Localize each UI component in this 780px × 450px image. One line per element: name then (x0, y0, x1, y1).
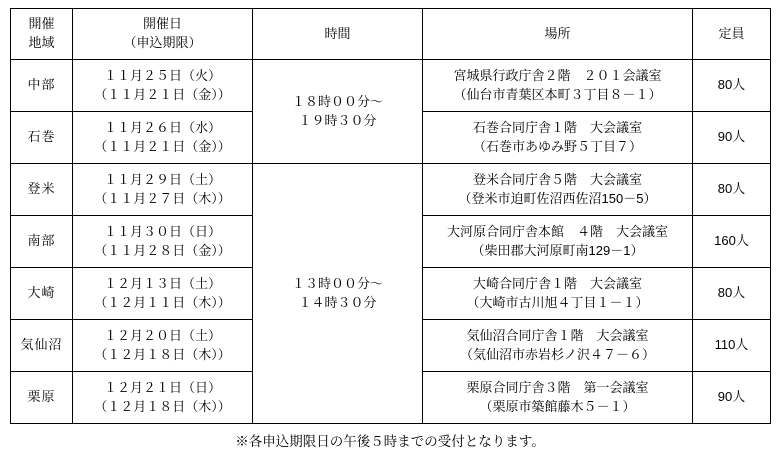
header-date-line1: 開催日 (142, 16, 182, 32)
cell-date-line1: １２月２０日（土） (103, 327, 221, 343)
cell-place-line1: 栗原合同庁舎３階 第一会議室 (466, 379, 649, 395)
cell-area: 大崎 (11, 268, 73, 320)
cell-place-line2: （大崎市古川旭４丁目１－１） (466, 294, 649, 310)
cell-area: 石巻 (11, 112, 73, 164)
cell-date-line1: １１月２９日（土） (103, 171, 221, 187)
cell-place (423, 60, 693, 112)
cell-date (73, 164, 253, 216)
header-capacity: 定員 (693, 9, 771, 60)
cell-place-line1: 宮城県行政庁舎２階 ２０１会議室 (453, 67, 662, 83)
cell-time-line1: １３時００分～ (291, 275, 383, 291)
cell-date-line2: （１１月２７日（木）） (94, 190, 231, 206)
cell-date-line1: １１月２５日（火） (103, 67, 221, 83)
cell-capacity: 90人 (693, 372, 771, 424)
header-area (11, 9, 73, 60)
cell-capacity: 80人 (693, 164, 771, 216)
table-header-row (11, 9, 771, 60)
cell-time-line2: １９時３０分 (298, 112, 377, 128)
table-row (11, 60, 771, 112)
cell-date (73, 268, 253, 320)
cell-place-line2: （柴田郡大河原町南129－1） (471, 242, 644, 258)
cell-time (253, 164, 423, 424)
cell-place-line2: （気仙沼市赤岩杉ノ沢４７－６） (459, 346, 655, 362)
table-row (11, 164, 771, 216)
cell-area: 登米 (11, 164, 73, 216)
cell-date-line1: １２月１３日（土） (103, 275, 221, 291)
cell-place-line1: 石巻合同庁舎１階 大会議室 (472, 119, 642, 135)
cell-date-line2: （１２月１１日（木）） (94, 294, 231, 310)
cell-place (423, 164, 693, 216)
footnote: ※各申込期限日の午後５時までの受付となります。 (235, 434, 545, 449)
cell-date (73, 320, 253, 372)
cell-time (253, 60, 423, 164)
header-area-line2: 地域 (28, 35, 55, 50)
cell-date-line2: （１１月２８日（金）） (94, 242, 231, 258)
cell-capacity: 110人 (693, 320, 771, 372)
cell-time-line2: １４時３０分 (298, 294, 377, 310)
cell-place (423, 216, 693, 268)
cell-capacity: 80人 (693, 60, 771, 112)
cell-place-line2: （登米市迫町佐沼西佐沼150－5） (458, 190, 657, 206)
cell-place-line1: 気仙沼合同庁舎１階 大会議室 (466, 327, 649, 343)
cell-date-line2: （１２月１８日（木）） (94, 398, 231, 414)
cell-place-line2: （栗原市築館藤木５－１） (479, 398, 636, 414)
cell-area: 栗原 (11, 372, 73, 424)
header-place: 場所 (423, 9, 693, 60)
cell-area: 中部 (11, 60, 73, 112)
cell-date-line2: （１２月１８日（木）） (94, 346, 231, 362)
cell-area: 気仙沼 (11, 320, 73, 372)
cell-place-line1: 大崎合同庁舎１階 大会議室 (472, 275, 642, 291)
cell-place-line2: （仙台市青葉区本町３丁目８－１） (453, 86, 662, 102)
cell-date-line2: （１１月２１日（金）） (94, 138, 231, 154)
header-time: 時間 (253, 9, 423, 60)
cell-capacity: 160人 (693, 216, 771, 268)
schedule-table (10, 8, 771, 424)
cell-place (423, 320, 693, 372)
cell-date (73, 216, 253, 268)
cell-time-line1: １８時００分～ (291, 93, 383, 109)
cell-place (423, 268, 693, 320)
cell-date (73, 112, 253, 164)
cell-place (423, 112, 693, 164)
cell-area: 南部 (11, 216, 73, 268)
table-header (11, 9, 771, 60)
cell-date-line1: １１月２６日（水） (103, 119, 221, 135)
cell-date-line2: （１１月２１日（金）） (94, 86, 231, 102)
header-area-line1: 開催 (28, 16, 55, 32)
table-body (11, 60, 771, 424)
cell-place-line1: 登米合同庁舎５階 大会議室 (472, 171, 642, 187)
cell-place-line2: （石巻市あゆみ野５丁目７） (472, 138, 642, 154)
cell-place (423, 372, 693, 424)
cell-place-line1: 大河原合同庁舎本館 ４階 大会議室 (446, 223, 668, 239)
header-date (73, 9, 253, 60)
cell-date (73, 60, 253, 112)
cell-date-line1: １２月２１日（日） (103, 379, 221, 395)
cell-date (73, 372, 253, 424)
cell-date-line1: １１月３０日（日） (103, 223, 221, 239)
cell-capacity: 90人 (693, 112, 771, 164)
cell-capacity: 80人 (693, 268, 771, 320)
header-date-line2: （申込期限） (123, 35, 202, 50)
